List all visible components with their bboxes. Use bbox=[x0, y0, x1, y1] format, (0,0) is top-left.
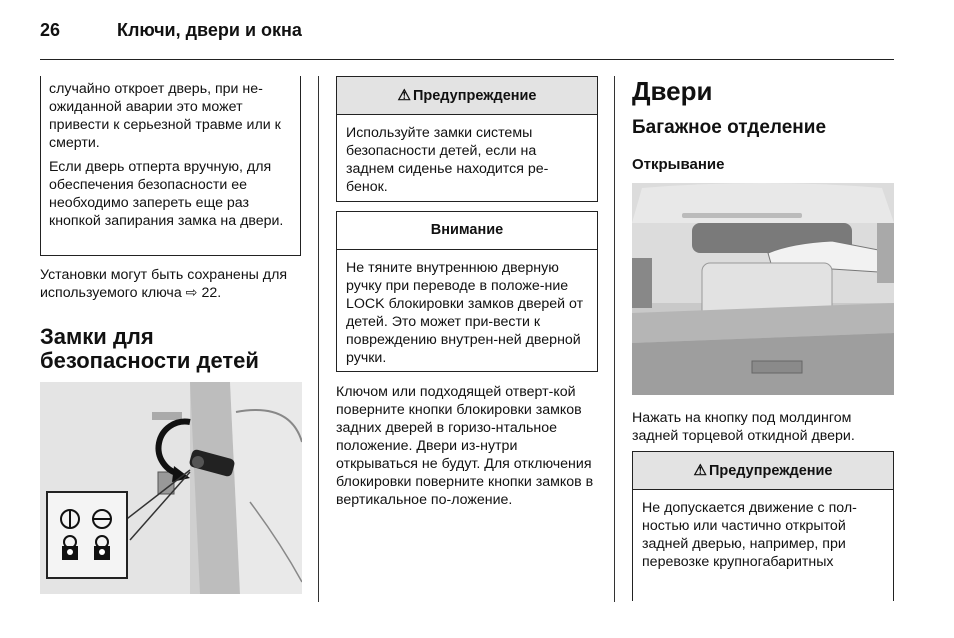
warning-continuation-box bbox=[40, 76, 301, 256]
child-lock-illustration bbox=[40, 382, 302, 594]
page-number: 26 bbox=[40, 20, 61, 40]
trunk-warning-text: Не допускается движение с пол-ностью или частично открытой задней дверью, например, при перевозке крупногабаритных bbox=[642, 500, 857, 570]
child-lock-heading: Замки для безопасности детей bbox=[40, 324, 259, 373]
caution-header: Внимание bbox=[337, 212, 597, 250]
warning-box bbox=[336, 76, 598, 202]
warning-text: Используйте замки системы безопасности детей, если на заднем сиденье находится ре-бенок. bbox=[346, 125, 549, 195]
settings-paragraph: Установки могут быть сохранены для используемого ключа ⇨ 22. bbox=[40, 267, 288, 301]
trunk-heading: Багажное отделение bbox=[632, 117, 827, 138]
tailgate-illustration bbox=[632, 183, 894, 395]
warning-triangle-icon: ⚠ bbox=[693, 462, 707, 479]
warning-title: Предупреждение bbox=[412, 88, 537, 104]
warning-triangle-icon: ⚠ bbox=[397, 87, 411, 104]
warning-header bbox=[337, 77, 597, 115]
tailgate-caption: Нажать на кнопку под молдингом задней торцевой откидной двери. bbox=[632, 410, 855, 444]
box-paragraph-2: Если дверь отперта вручную, для обеспечения безопасности ее необходимо запереть еще раз кнопкой запирания замка на двери. bbox=[49, 159, 284, 229]
box-paragraph-1: случайно откроет дверь, при не-ожиданной аварии это может привести к серьезной травме или к смерти. bbox=[49, 81, 281, 151]
column-divider-1 bbox=[318, 76, 319, 602]
trunk-warning-box bbox=[632, 451, 894, 601]
caution-text: Не тяните внутреннюю дверную ручку при переводе в положе-ние LOCK блокировки замков дверей от детей. Это может при-вести к повреждению внутрен-ней дверной ручки. bbox=[346, 260, 584, 366]
doors-heading: Двери bbox=[632, 76, 713, 106]
section-title: Ключи, двери и окна bbox=[117, 20, 302, 40]
column-divider-2 bbox=[614, 76, 615, 602]
caution-box bbox=[336, 211, 598, 372]
trunk-warning-title: Предупреждение bbox=[708, 463, 833, 479]
header-rule bbox=[40, 59, 894, 60]
child-lock-instructions: Ключом или подходящей отверт-кой поверните кнопки блокировки замков задних дверей в горизо-нтальное положение. Двери из-нутри открываться не будут. Для отключения блокировки поверните кнопки замков в вертикальное по-ложение. bbox=[336, 384, 594, 508]
opening-heading: Открывание bbox=[632, 156, 725, 173]
trunk-warning-header bbox=[633, 452, 893, 490]
